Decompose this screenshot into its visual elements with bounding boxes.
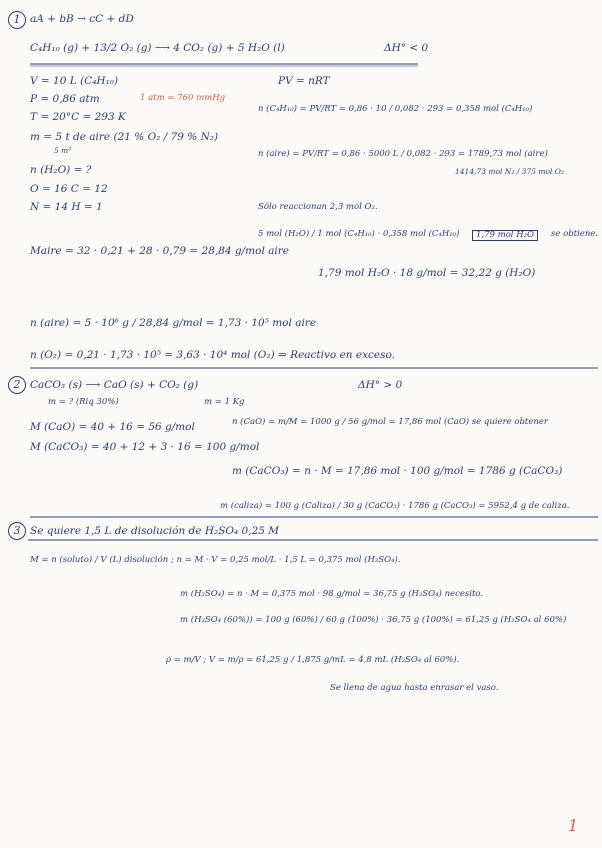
- reaction-1-enthalpy: ΔH° < 0: [384, 42, 429, 54]
- caco3-molar-mass: M (CaCO₃) = 40 + 12 + 3 · 16 = 100 g/mol: [30, 441, 260, 453]
- sulfuric-acid-60-mass: m (H₂SO₄ (60%)) = 100 g (60%) / 60 g (100%) · 36,75 g (100%) = 61,25 g (H₂SO₄ al 60%): [180, 615, 567, 625]
- water-moles-result: 1,79 mol H₂O: [472, 230, 538, 241]
- air-molar-mass: Maire = 32 · 0,21 + 28 · 0,79 = 28,84 g/mol aire: [30, 245, 290, 257]
- given-volume: V = 10 L (C₄H₁₀): [30, 75, 119, 87]
- given-air-mass: m = 5 t de aire (21 % O₂ / 79 % N₂): [30, 131, 219, 143]
- ideal-gas-law: PV = nRT: [278, 75, 330, 87]
- calcium-carbonate-reaction: CaCO₃ (s) ⟶ CaO (s) + CO₂ (g): [30, 379, 199, 391]
- page-number: 1: [568, 816, 579, 835]
- problem-2-number: 2: [8, 376, 26, 394]
- problem-3-statement: Se quiere 1,5 L de disolución de H₂SO₄ 0,25 M: [30, 525, 280, 537]
- oxygen-moles-excess: n (O₂) = 0,21 · 1,73 · 10⁵ = 3,63 · 10⁴ mol (O₂) ⇒ Reactivo en exceso.: [30, 349, 396, 361]
- air-moles-split: 1414,73 mol N₂ / 375 mol O₂: [455, 167, 564, 176]
- reaction-2-enthalpy: ΔH° > 0: [358, 379, 403, 391]
- given-caco3: m = ? (Riq 30%): [48, 397, 119, 407]
- cao-moles-calc: n (CaO) = m/M = 1000 g / 56 g/mol = 17,86 mol (CaO) se quiere obtener: [232, 417, 548, 427]
- water-moles-suffix: se obtiene.: [551, 229, 599, 239]
- problem-1-number: 1: [8, 11, 26, 29]
- water-mass-calc: 1,79 mol H₂O · 18 g/mol = 32,22 g (H₂O): [318, 267, 536, 279]
- density-volume-calc: ρ = m/V ; V = m/ρ = 61,25 g / 1,875 g/mL = 4,8 mL (H₂SO₄ al 60%).: [166, 655, 460, 665]
- atomic-masses-o-c: O = 16 C = 12: [30, 183, 108, 195]
- problem-3-number: 3: [8, 522, 26, 540]
- unknown-water-moles: n (H₂O) = ?: [30, 164, 92, 176]
- butane-moles-calc: n (C₄H₁₀) = PV/RT = 0,86 · 10 / 0,082 · 293 = 0,358 mol (C₄H₁₀): [258, 104, 533, 114]
- sulfuric-acid-mass: m (H₂SO₄) = n · M = 0,375 mol · 98 g/mol = 36,75 g (H₂SO₄) necesito.: [180, 589, 484, 599]
- general-reaction: aA + bB → cC + dD: [30, 13, 134, 25]
- water-stoichiometry: 5 mol (H₂O) / 1 mol (C₄H₁₀) · 0,358 mol (C₄H₁₀): [258, 229, 460, 239]
- air-moles-calc: n (aire) = PV/RT = 0,86 · 5000 L / 0,082 · 293 = 1789,73 mol (aire): [258, 149, 548, 159]
- air-mass-unit: 5 m³: [54, 146, 72, 155]
- limestone-mass-calc: m (caliza) = 100 g (Caliza) / 30 g (CaCO₃) · 1786 g (CaCO₃) = 5952,4 g de caliza.: [220, 501, 570, 511]
- butane-reaction: C₄H₁₀ (g) + 13/2 O₂ (g) ⟶ 4 CO₂ (g) + 5 H₂O (l): [30, 42, 285, 54]
- given-cao: m = 1 Kg: [204, 397, 245, 407]
- pressure-conversion-note: 1 atm = 760 mmHg: [140, 93, 226, 103]
- given-pressure: P = 0,86 atm: [30, 93, 100, 105]
- molarity-calc: M = n (soluto) / V (L) disolución ; n = M · V = 0,25 mol/L · 1,5 L = 0,375 mol (H₂SO₄).: [30, 555, 401, 565]
- caco3-mass-calc: m (CaCO₃) = n · M = 17,86 mol · 100 g/mol = 1786 g (CaCO₃): [232, 465, 563, 477]
- oxygen-consumed-note: Sólo reaccionan 2,3 mol O₂.: [258, 202, 378, 212]
- air-moles-from-mass: n (aire) = 5 · 10⁶ g / 28,84 g/mol = 1,73 · 10⁵ mol aire: [30, 317, 317, 329]
- dilution-instruction: Se llena de agua hasta enrasar el vaso.: [330, 683, 499, 693]
- atomic-masses-n-h: N = 14 H = 1: [30, 201, 103, 213]
- cao-molar-mass: M (CaO) = 40 + 16 = 56 g/mol: [30, 421, 195, 433]
- given-temperature: T = 20°C = 293 K: [30, 111, 126, 123]
